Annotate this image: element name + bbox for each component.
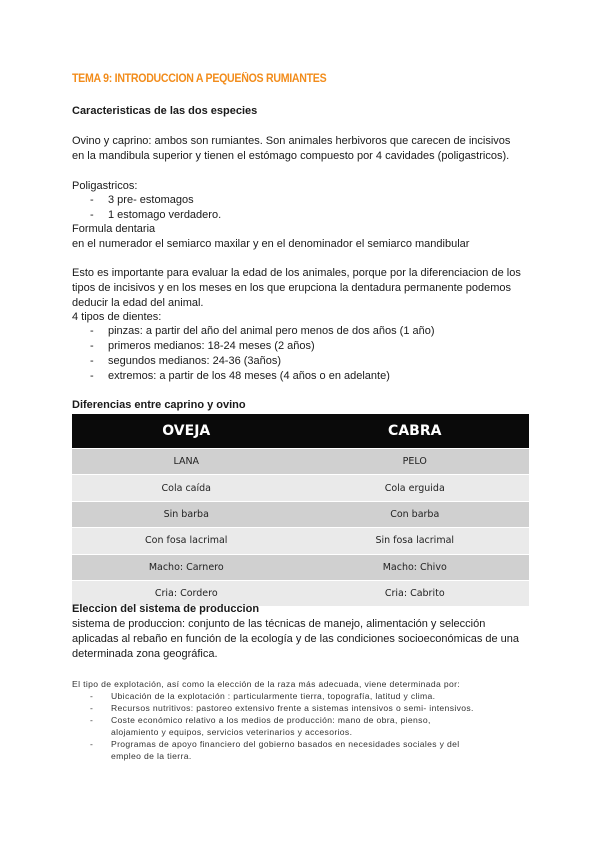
- paragraph-line: Esto es importante para evaluar la edad de los animales, porque por la diferenciacion de los: [72, 267, 521, 279]
- list-item-text: pinzas: a partir del año del animal pero menos de dos años (1 año): [108, 325, 435, 337]
- table-cell: LANA: [72, 449, 301, 475]
- table-cell: Con barba: [301, 501, 530, 527]
- table-cell: PELO: [301, 449, 530, 475]
- table-cell: Cola erguida: [301, 475, 530, 501]
- table-cell: Sin fosa lacrimal: [301, 528, 530, 554]
- formula-text: en el numerador el semiarco maxilar y en el denominador el semiarco mandibular: [72, 238, 470, 250]
- list-item: - Recursos nutritivos: pastoreo extensivo frente a sistemas intensivos o semi- intensivos.: [90, 703, 474, 713]
- list-item-text: 1 estomago verdadero.: [108, 209, 222, 221]
- table-cell: Cria: Cordero: [72, 580, 301, 606]
- formula-label: Formula dentaria: [72, 223, 156, 235]
- paragraph-line: Ovino y caprino: ambos son rumiantes. Son animales herbivoros que carecen de incisivos: [72, 135, 511, 147]
- table-cell: Macho: Chivo: [301, 554, 530, 580]
- list-item-text: segundos medianos: 24-36 (3años): [108, 355, 282, 367]
- table-cell: Macho: Carnero: [72, 554, 301, 580]
- list-item-text: primeros medianos: 18-24 meses (2 años): [108, 340, 315, 352]
- paragraph-line: deducir la edad del animal.: [72, 297, 204, 309]
- dientes-label: 4 tipos de dientes:: [72, 311, 162, 323]
- section-heading-diferencias: Diferencias entre caprino y ovino: [72, 399, 246, 411]
- poligastricos-label: Poligastricos:: [72, 180, 138, 192]
- list-item-text: Coste económico relativo a los medios de producción: mano de obra, pienso,: [111, 715, 431, 725]
- list-item: - 1 estomago verdadero.: [90, 209, 222, 221]
- list-item-text: Ubicación de la explotación : particularmente tierra, topografía, latitud y clima.: [111, 691, 436, 701]
- column-header-oveja: OVEJA: [72, 414, 301, 449]
- table-cell: Sin barba: [72, 501, 301, 527]
- document-title: TEMA 9: INTRODUCCION A PEQUEÑOS RUMIANTES: [72, 73, 327, 85]
- list-item: - Coste económico relativo a los medios de producción: mano de obra, pienso,: [90, 715, 431, 725]
- section-heading-eleccion: Eleccion del sistema de produccion: [72, 603, 260, 615]
- table-row: [72, 554, 529, 580]
- list-item-text: extremos: a partir de los 48 meses (4 años o en adelante): [108, 370, 390, 382]
- table-row: [72, 449, 529, 475]
- paragraph-line: aplicadas al rebaño en función de la ecología y de las condiciones socioeconómicas de una: [72, 633, 520, 645]
- table-cell: Cola caída: [72, 475, 301, 501]
- list-item-text: 3 pre- estomagos: [108, 194, 194, 206]
- list-item: - Ubicación de la explotación : particularmente tierra, topografía, latitud y clima.: [90, 691, 436, 701]
- list-item-continuation: empleo de la tierra.: [111, 751, 192, 761]
- list-item: - segundos medianos: 24-36 (3años): [90, 355, 282, 367]
- list-item-text: Recursos nutritivos: pastoreo extensivo frente a sistemas intensivos o semi- intensivos.: [111, 703, 474, 713]
- paragraph-line: tipos de incisivos y en los meses en los que erupciona la dentadura permanente podemos: [72, 282, 512, 294]
- paragraph-line: en la mandibula superior y tienen el estómago compuesto por 4 cavidades (poligastricos).: [72, 150, 510, 162]
- paragraph-line: determinada zona geográfica.: [72, 648, 218, 660]
- table-row: [72, 528, 529, 554]
- list-item: - pinzas: a partir del año del animal pero menos de dos años (1 año): [90, 325, 435, 337]
- comparison-table: [72, 414, 529, 606]
- table-header-row: [72, 414, 529, 449]
- section-heading-caracteristicas: Caracteristicas de las dos especies: [72, 105, 258, 117]
- column-header-cabra: CABRA: [301, 414, 530, 449]
- table-cell: Con fosa lacrimal: [72, 528, 301, 554]
- list-item: - 3 pre- estomagos: [90, 194, 194, 206]
- list-item: - Programas de apoyo financiero del gobierno basados en necesidades sociales y del: [90, 739, 460, 749]
- paragraph-line: sistema de produccion: conjunto de las técnicas de manejo, alimentación y selección: [72, 618, 486, 630]
- list-item-text: Programas de apoyo financiero del gobierno basados en necesidades sociales y del: [111, 739, 460, 749]
- table-cell: Cria: Cabrito: [301, 580, 530, 606]
- table-row: [72, 501, 529, 527]
- list-item: - extremos: a partir de los 48 meses (4 años o en adelante): [90, 370, 390, 382]
- list-item-continuation: alojamiento y equipos, servicios veterinarios y accesorios.: [111, 727, 353, 737]
- factors-intro: El tipo de explotación, así como la elección de la raza más adecuada, viene determinada por:: [72, 679, 461, 689]
- table-row: [72, 475, 529, 501]
- list-item: - primeros medianos: 18-24 meses (2 años): [90, 340, 315, 352]
